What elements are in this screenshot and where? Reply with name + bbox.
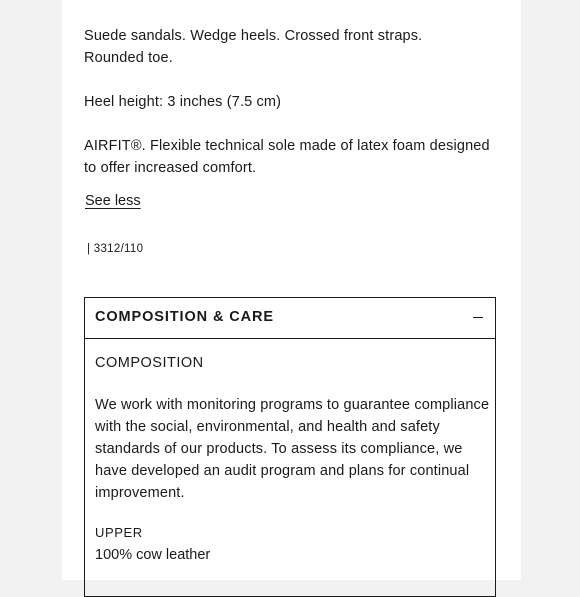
see-less-link[interactable]: See less xyxy=(85,193,141,209)
minus-icon[interactable] xyxy=(473,317,483,318)
composition-care-title: COMPOSITION & CARE xyxy=(95,309,274,325)
composition-text: We work with monitoring programs to guarantee compliance with the social, environmental, and health and safety standards of our products. To assess its compliance, we have developed an audit program and plans for continual improvement. xyxy=(95,397,490,501)
sole-description-text: AIRFIT®. Flexible technical sole made of latex foam designed to offer increased comfort. xyxy=(84,138,490,176)
composition-care-accordion xyxy=(84,297,496,597)
upper-material-value: 100% cow leather xyxy=(95,547,211,563)
composition-heading: COMPOSITION xyxy=(95,355,204,371)
product-details-panel xyxy=(62,0,521,580)
product-reference: | 3312/110 xyxy=(87,243,144,255)
heel-height-text: Heel height: 3 inches (7.5 cm) xyxy=(84,94,282,110)
upper-label: UPPER xyxy=(95,525,143,540)
product-description-line: Suede sandals. Wedge heels. Crossed front straps. Rounded toe. xyxy=(84,28,423,66)
composition-care-header[interactable] xyxy=(85,298,495,339)
